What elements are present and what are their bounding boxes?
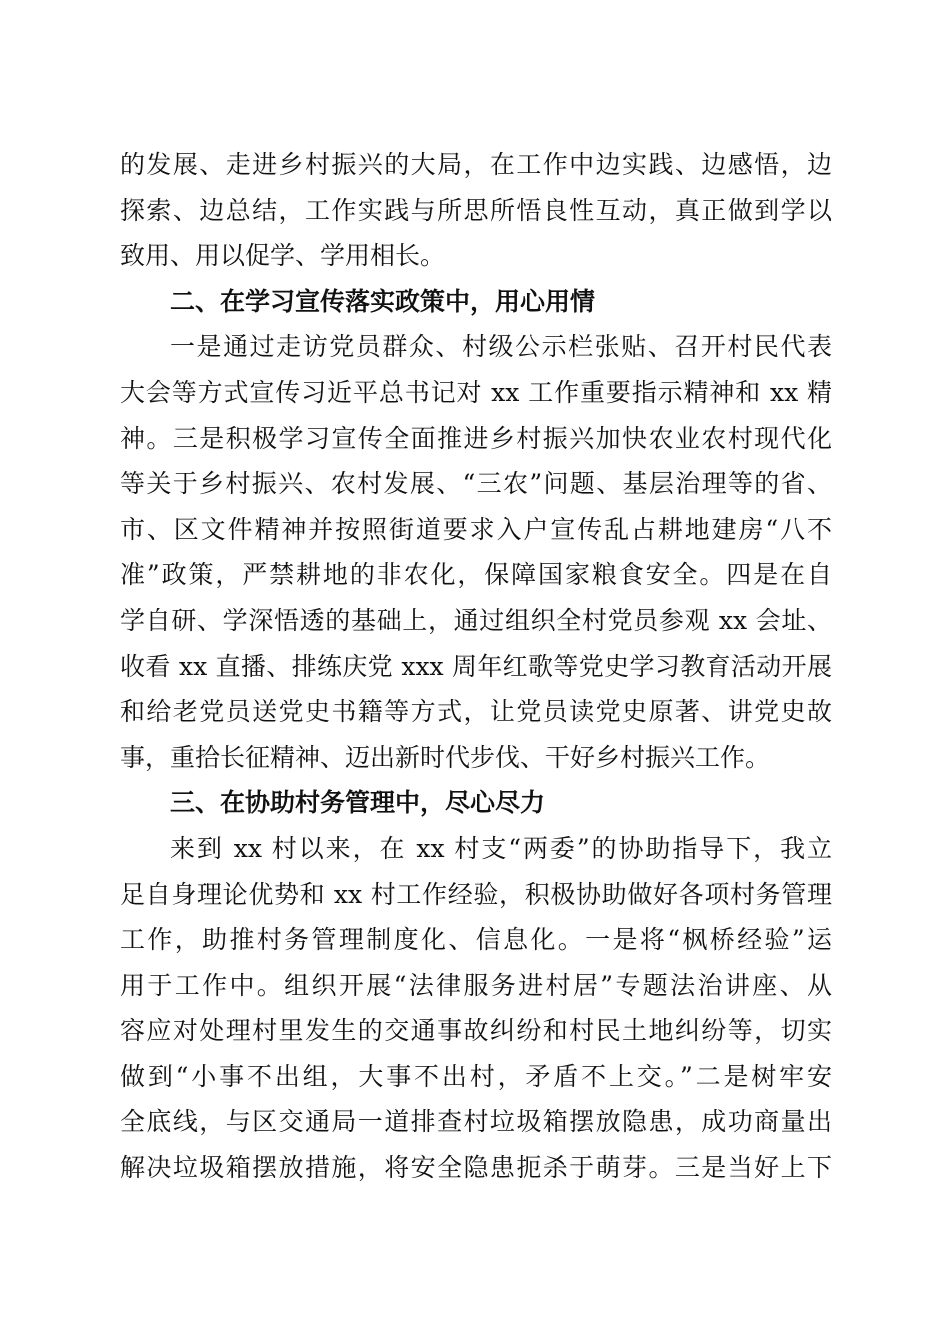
paragraph-3-line-7: 全底线，与区交通局一道排查村垃圾箱摆放隐患，成功商量出 [120,1107,832,1137]
paragraph-2-line-7: 学自研、学深悟透的基础上，通过组织全村党员参观 xx 会址、 [120,605,832,635]
paragraph-2-line-2: 大会等方式宣传习近平总书记对 xx 工作重要指示精神和 xx 精 [120,377,832,407]
paragraph-2-line-5: 市、区文件精神并按照街道要求入户宣传乱占耕地建房“八不 [120,514,832,544]
paragraph-1-line-3: 致用、用以促学、学用相长。 [120,241,446,271]
paragraph-2-line-9: 和给老党员送党史书籍等方式，让党员读党史原著、讲党史故 [120,697,832,727]
paragraph-2-line-8: 收看 xx 直播、排练庆党 xxx 周年红歌等党史学习教育活动开展 [120,651,832,681]
paragraph-2-line-3: 神。三是积极学习宣传全面推进乡村振兴加快农业农村现代化 [120,423,832,453]
section-heading-3: 三、在协助村务管理中，尽心尽力 [170,788,546,818]
paragraph-3-line-5: 容应对处理村里发生的交通事故纠纷和村民土地纠纷等，切实 [120,1016,832,1046]
paragraph-1-line-1: 的发展、走进乡村振兴的大局，在工作中边实践、边感悟，边 [120,150,832,179]
paragraph-2-line-4: 等关于乡村振兴、农村发展、“三农”问题、基层治理等的省、 [120,469,832,499]
paragraph-3-line-2: 足自身理论优势和 xx 村工作经验，积极协助做好各项村务管理 [120,879,832,909]
paragraph-3-line-8: 解决垃圾箱摆放措施，将安全隐患扼杀于萌芽。三是当好上下 [120,1153,832,1183]
paragraph-3-line-1: 来到 xx 村以来，在 xx 村支“两委”的协助指导下，我立 [170,833,832,863]
paragraph-3-line-4: 用于工作中。组织开展“法律服务进村居”专题法治讲座、从 [120,970,832,1000]
document-body [120,142,832,1191]
section-heading-2: 二、在学习宣传落实政策中，用心用情 [170,286,596,316]
paragraph-1-line-2: 探索、边总结，工作实践与所思所悟良性互动，真正做到学以 [120,195,832,225]
paragraph-3-line-3: 工作，助推村务管理制度化、信息化。一是将“枫桥经验”运 [120,925,832,955]
paragraph-3-line-6: 做到“小事不出组，大事不出村，矛盾不上交。”二是树牢安 [120,1061,832,1091]
paragraph-2-line-1: 一是通过走访党员群众、村级公示栏张贴、召开村民代表 [170,332,832,362]
paragraph-2-line-6: 准”政策，严禁耕地的非农化，保障国家粮食安全。四是在自 [120,560,832,590]
paragraph-2-line-10: 事，重拾长征精神、迈出新时代步伐、干好乡村振兴工作。 [120,742,771,772]
